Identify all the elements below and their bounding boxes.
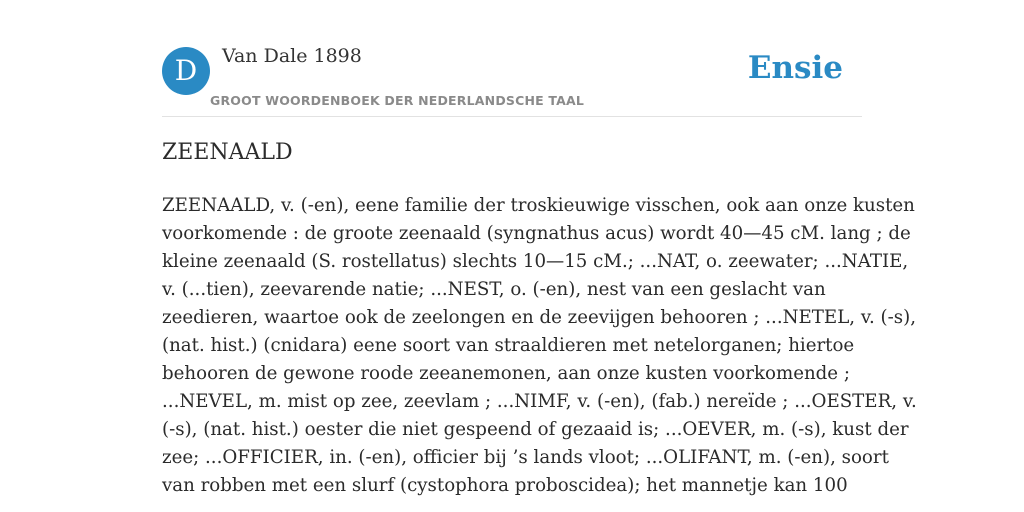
- ensie-brand-link[interactable]: Ensie: [747, 50, 843, 86]
- definition-line: v. (...tien), zeevarende natie; ...NEST, o. (-en), nest van een geslacht van: [162, 279, 826, 300]
- definition-line: (-s), (nat. hist.) oester die niet gespeend of gezaaid is; ...OEVER, m. (-s), kust der: [162, 419, 909, 440]
- dictionary-subtitle: GROOT WOORDENBOEK DER NEDERLANDSCHE TAAL: [210, 93, 585, 108]
- definition-line: ZEENAALD, v. (-en), eene familie der troskieuwige visschen, ook aan onze kusten: [162, 195, 915, 216]
- header: [162, 0, 862, 117]
- dictionary-logo-icon[interactable]: D: [162, 47, 210, 95]
- page-container: [162, 0, 917, 496]
- definition-line: (nat. hist.) (cnidara) eene soort van straaldieren met netelorganen; hiertoe: [162, 335, 855, 356]
- definition-line: voorkomende : de groote zeenaald (syngnathus acus) wordt 40—45 cM. lang ; de: [162, 223, 911, 244]
- definition-line: zee; ...OFFICIER, in. (-en), officier bij ’s lands vloot; ...OLIFANT, m. (-en), soort: [162, 447, 889, 468]
- definition-line: van robben met een slurf (cystophora proboscidea); het mannetje kan 100: [162, 475, 848, 496]
- definition-line: kleine zeenaald (S. rostellatus) slechts 10—15 cM.; ...NAT, o. zeewater; ...NATIE,: [162, 251, 909, 272]
- definition-line: behooren de gewone roode zeeanemonen, aan onze kusten voorkomende ;: [162, 363, 850, 384]
- definition-line: ...NEVEL, m. mist op zee, zeevlam ; ...NIMF, v. (-en), (fab.) nereïde ; ...OESTER, v.: [162, 391, 917, 412]
- dictionary-title-link[interactable]: Van Dale 1898: [222, 45, 362, 67]
- entry-title: ZEENAALD: [162, 140, 293, 165]
- definition-line: zeedieren, waartoe ook de zeelongen en de zeevijgen behooren ; ...NETEL, v. (-s),: [162, 307, 916, 328]
- entry-definition: [162, 192, 917, 500]
